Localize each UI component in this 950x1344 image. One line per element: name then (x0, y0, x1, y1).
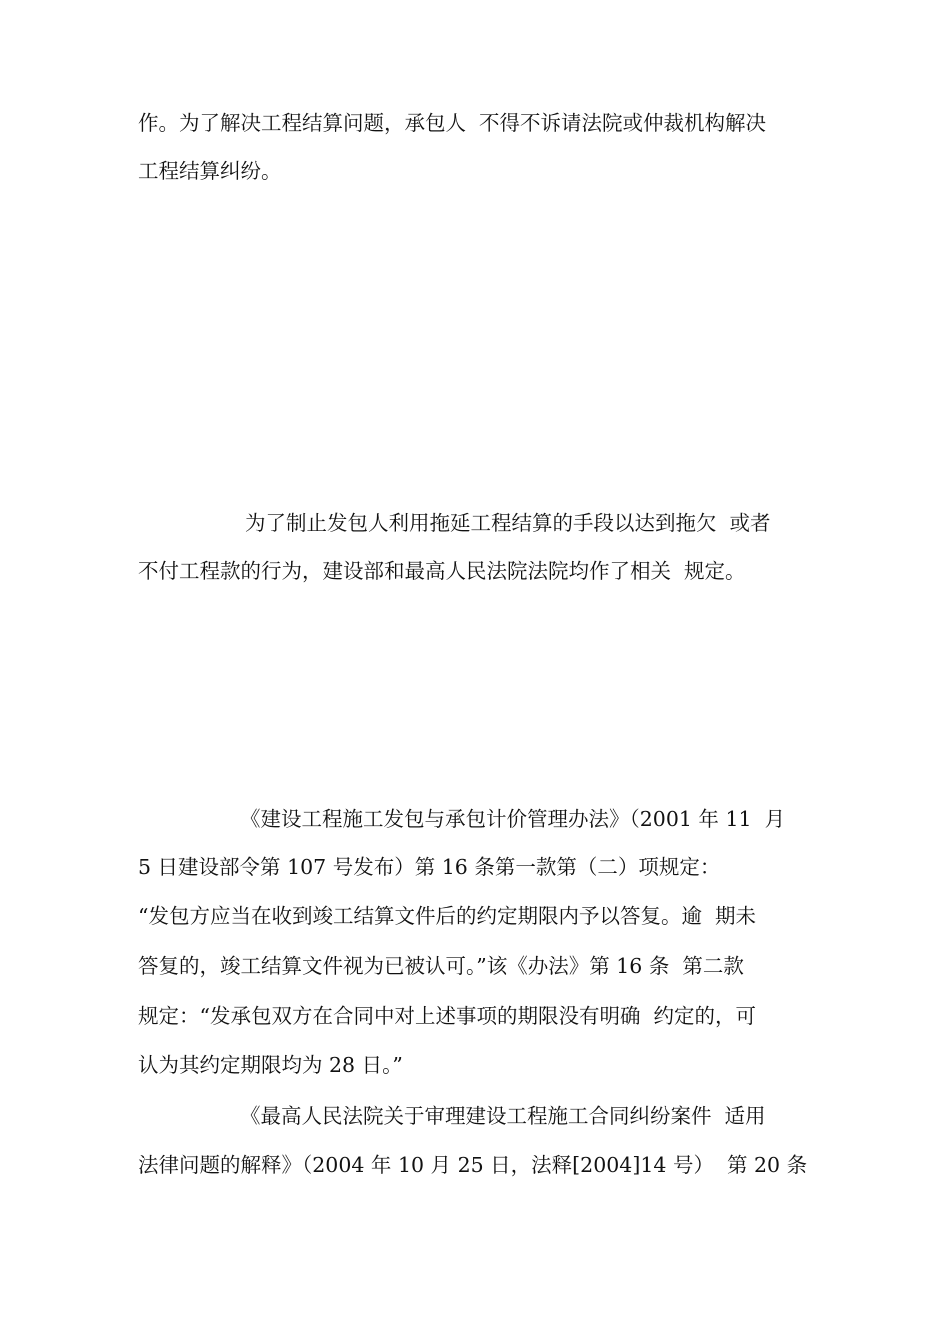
text-line: 《最高人民法院关于审理建设工程施工合同纠纷案件 适用 (240, 1104, 766, 1128)
text-line: “发包方应当在收到竣工结算文件后的约定期限内予以答复。逾 期未 (138, 904, 757, 928)
text-line: 不付工程款的行为，建设部和最高人民法院法院均作了相关 规定。 (138, 559, 746, 583)
text-line: 为了制止发包人利用拖延工程结算的手段以达到拖欠 或者 (245, 511, 771, 535)
text-line: 法律问题的解释》（2004 年 10 月 25 日，法释[2004]14 号） 第 20 条 (138, 1153, 808, 1177)
text-line: 5 日建设部令第 107 号发布）第 16 条第一款第（二）项规定： (138, 855, 721, 879)
text-line: 规定：“发承包双方在合同中对上述事项的期限没有明确 约定的，可 (138, 1004, 757, 1028)
text-line: 《建设工程施工发包与承包计价管理办法》（2001 年 11 月 (240, 807, 786, 831)
text-line: 工程结算纠纷。 (138, 159, 282, 183)
text-line: 认为其约定期限均为 28 日。” (138, 1053, 403, 1077)
text-line: 答复的，竣工结算文件视为已被认可。”该《办法》第 16 条 第二款 (138, 954, 744, 978)
text-line: 作。为了解决工程结算问题，承包人 不得不诉请法院或仲裁机构解决 (138, 111, 767, 135)
